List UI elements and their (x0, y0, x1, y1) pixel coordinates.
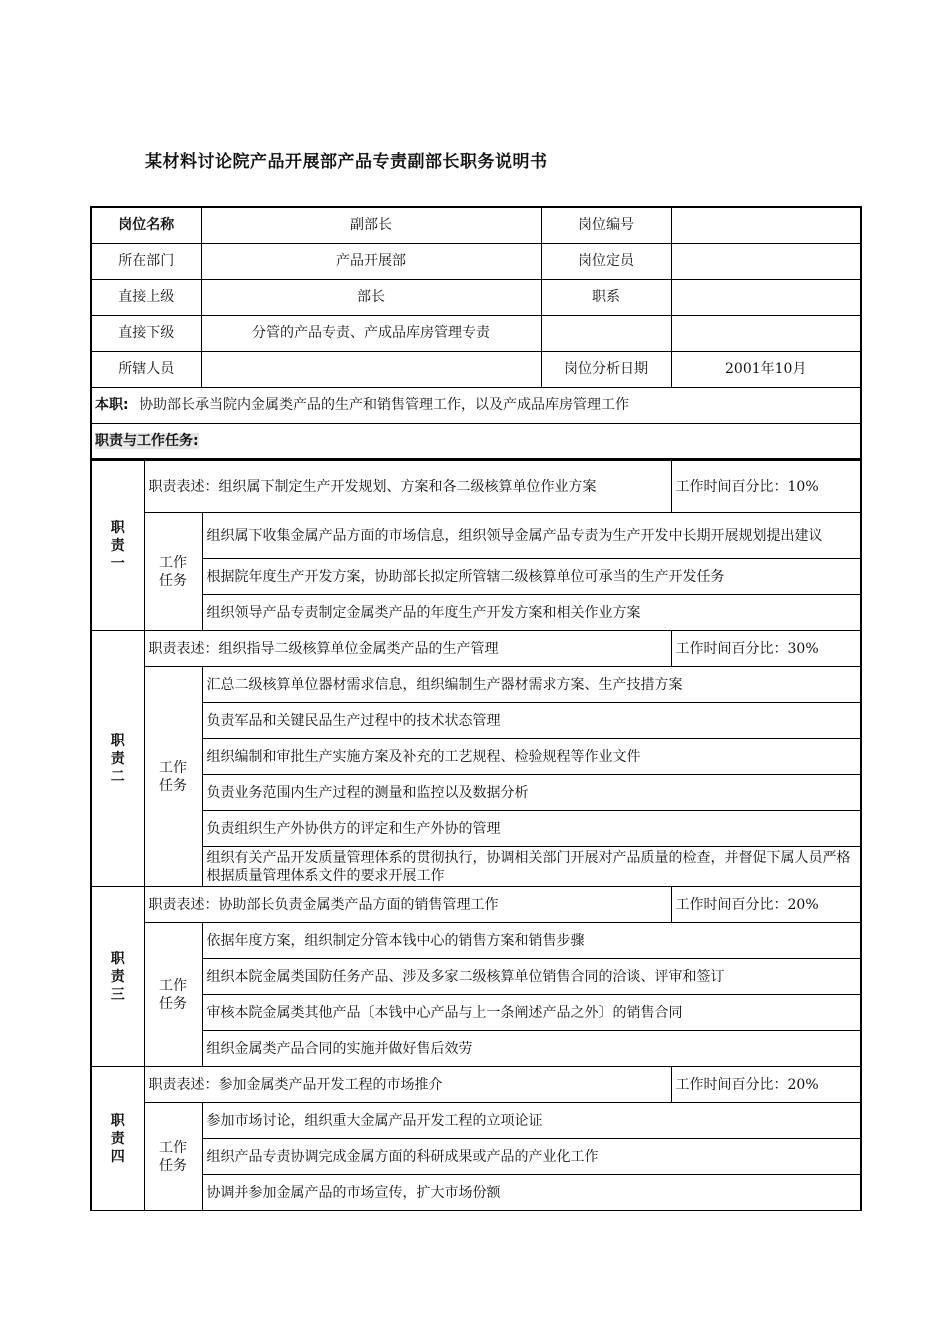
info-table (90, 206, 862, 460)
label-subordinate: 直接下级 (91, 315, 201, 351)
task-row (91, 923, 861, 959)
label-job-family: 职系 (541, 279, 671, 315)
duty-pct-1: 工作时间百分比：10% (671, 461, 861, 513)
task-row (91, 559, 861, 595)
duty-desc-3: 职责表述：协助部长负责金属类产品方面的销售管理工作 (144, 887, 671, 923)
value-staff (201, 351, 541, 387)
value-superior: 部长 (201, 279, 541, 315)
duty-desc-4: 职责表述：参加金属类产品开发工程的市场推介 (144, 1067, 671, 1103)
duties-table (90, 460, 862, 1211)
task-row (91, 595, 861, 631)
task-row (91, 1031, 861, 1067)
value-position-code (671, 207, 861, 243)
task-row (91, 1103, 861, 1139)
label-headcount: 岗位定员 (541, 243, 671, 279)
task-row (91, 959, 861, 995)
task-item: 负责组织生产外协供方的评定和生产外协的管理 (202, 811, 861, 847)
duty-pct-4: 工作时间百分比：20% (671, 1067, 861, 1103)
document-title: 某材料讨论院产品开展部产品专责副部长职务说明书 (145, 152, 548, 172)
info-row (91, 315, 861, 351)
task-row (91, 847, 861, 887)
duty-pct-3: 工作时间百分比：20% (671, 887, 861, 923)
duty-desc-2: 职责表述：组织指导二级核算单位金属类产品的生产管理 (144, 631, 671, 667)
task-item: 组织金属类产品合同的实施并做好售后效劳 (202, 1031, 861, 1067)
task-item: 组织有关产品开发质量管理体系的贯彻执行，协调相关部门开展对产品质量的检查，并督促下属人员严格根据质量管理体系文件的要求开展工作 (202, 847, 861, 887)
label-analysis-date: 岗位分析日期 (541, 351, 671, 387)
duty-pct-2: 工作时间百分比：30% (671, 631, 861, 667)
task-item: 组织本院金属类国防任务产品、涉及多家二级核算单位销售合同的洽谈、评审和签订 (202, 959, 861, 995)
duty-desc-row (91, 461, 861, 513)
label-position-name: 岗位名称 (91, 207, 201, 243)
value-subordinate: 分管的产品专责、产成品库房管理专责 (201, 315, 541, 351)
info-row (91, 207, 861, 243)
duty-name-1: 职 责 一 (91, 461, 144, 631)
label-superior: 直接上级 (91, 279, 201, 315)
task-item: 审核本院金属类其他产品〔本钱中心产品与上一条阐述产品之外〕的销售合同 (202, 995, 861, 1031)
label-position-code: 岗位编号 (541, 207, 671, 243)
task-row (91, 811, 861, 847)
duty-desc-row (91, 631, 861, 667)
value-job-family (671, 279, 861, 315)
duties-heading-row (91, 423, 861, 459)
duty-name-3: 职 责 三 (91, 887, 144, 1067)
duty-desc-1: 职责表述：组织属下制定生产开发规划、方案和各二级核算单位作业方案 (144, 461, 671, 513)
task-row (91, 703, 861, 739)
duties-heading: 职责与工作任务: (95, 432, 199, 449)
benzhi-text: 协助部长承当院内金属类产品的生产和销售管理工作，以及产成品库房管理工作 (139, 397, 630, 413)
value-headcount (671, 243, 861, 279)
task-row (91, 1175, 861, 1211)
duty-desc-row (91, 1067, 861, 1103)
info-row (91, 243, 861, 279)
task-item: 协调并参加金属产品的市场宣传，扩大市场份额 (202, 1175, 861, 1211)
task-label: 工作 任务 (144, 667, 202, 887)
task-row (91, 995, 861, 1031)
task-label: 工作 任务 (144, 1103, 202, 1211)
duty-desc-row (91, 887, 861, 923)
info-row (91, 351, 861, 387)
label-empty (541, 315, 671, 351)
value-empty (671, 315, 861, 351)
task-item: 依据年度方案，组织制定分管本钱中心的销售方案和销售步骤 (202, 923, 861, 959)
label-staff: 所辖人员 (91, 351, 201, 387)
task-item: 组织领导产品专责制定金属类产品的年度生产开发方案和相关作业方案 (202, 595, 861, 631)
task-row (91, 667, 861, 703)
duty-name-4: 职 责 四 (91, 1067, 144, 1211)
task-row (91, 513, 861, 559)
value-analysis-date: 2001年10月 (671, 351, 861, 387)
task-item: 组织产品专责协调完成金属方面的科研成果或产品的产业化工作 (202, 1139, 861, 1175)
job-description-form (90, 206, 860, 1211)
duty-name-2: 职 责 二 (91, 631, 144, 887)
value-department: 产品开展部 (201, 243, 541, 279)
task-label: 工作 任务 (144, 513, 202, 631)
task-row (91, 775, 861, 811)
task-item: 组织编制和审批生产实施方案及补充的工艺规程、检验规程等作业文件 (202, 739, 861, 775)
benzhi-row (91, 387, 861, 423)
task-item: 负责军品和关键民品生产过程中的技术状态管理 (202, 703, 861, 739)
info-row (91, 279, 861, 315)
task-row (91, 1139, 861, 1175)
task-item: 汇总二级核算单位器材需求信息，组织编制生产器材需求方案、生产技措方案 (202, 667, 861, 703)
task-item: 负责业务范围内生产过程的测量和监控以及数据分析 (202, 775, 861, 811)
task-row (91, 739, 861, 775)
task-label: 工作 任务 (144, 923, 202, 1067)
task-item: 根据院年度生产开发方案，协助部长拟定所管辖二级核算单位可承当的生产开发任务 (202, 559, 861, 595)
task-item: 组织属下收集金属产品方面的市场信息，组织领导金属产品专责为生产开发中长期开展规划提出建议 (202, 513, 861, 559)
value-position-name: 副部长 (201, 207, 541, 243)
task-item: 参加市场讨论，组织重大金属产品开发工程的立项论证 (202, 1103, 861, 1139)
label-department: 所在部门 (91, 243, 201, 279)
benzhi-label: 本职: (95, 397, 129, 413)
